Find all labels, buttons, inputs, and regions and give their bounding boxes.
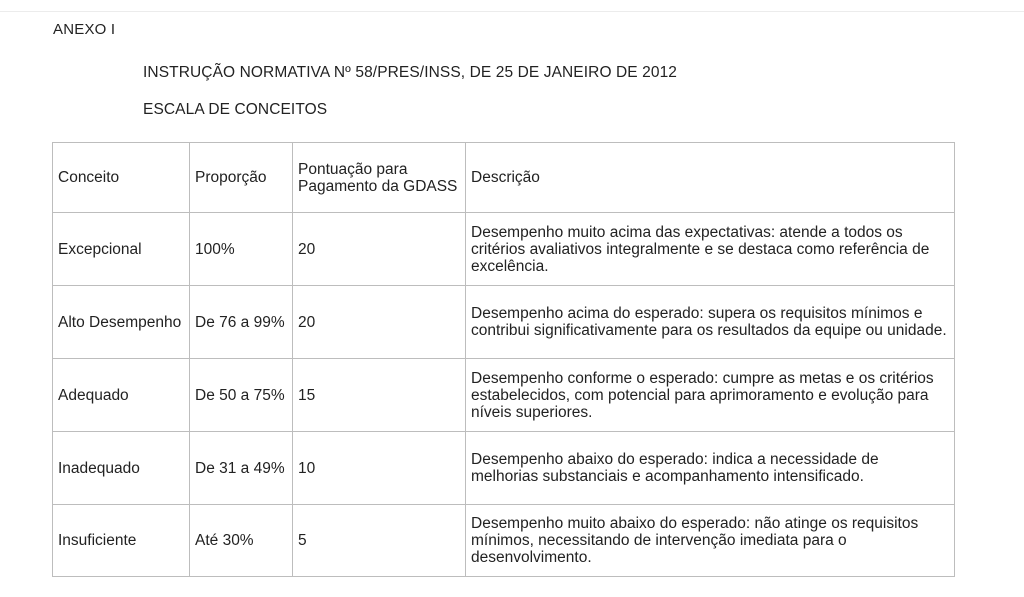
top-divider	[0, 11, 1024, 12]
table-row	[53, 286, 955, 359]
cell-descricao: Desempenho muito abaixo do esperado: não atinge os requisitos mínimos, necessitando de intervenção imediata para o desenvolvimento.	[466, 505, 955, 577]
cell-conceito: Inadequado	[53, 432, 190, 505]
table-row	[53, 359, 955, 432]
cell-proporcao: De 31 a 49%	[190, 432, 293, 505]
cell-proporcao: De 76 a 99%	[190, 286, 293, 359]
cell-pontuacao: 20	[293, 213, 466, 286]
table-header-row	[53, 143, 955, 213]
scale-title: ESCALA DE CONCEITOS	[143, 101, 328, 118]
table-row	[53, 432, 955, 505]
concept-scale-table	[52, 142, 955, 577]
cell-pontuacao: 10	[293, 432, 466, 505]
cell-conceito: Excepcional	[53, 213, 190, 286]
cell-pontuacao: 5	[293, 505, 466, 577]
cell-descricao: Desempenho conforme o esperado: cumpre as metas e os critérios estabelecidos, com potencial para aprimoramento e evolução para níveis superiores.	[466, 359, 955, 432]
cell-proporcao: Até 30%	[190, 505, 293, 577]
cell-proporcao: 100%	[190, 213, 293, 286]
cell-pontuacao: 15	[293, 359, 466, 432]
header-proporcao: Proporção	[190, 143, 293, 213]
cell-pontuacao: 20	[293, 286, 466, 359]
header-descricao: Descrição	[466, 143, 955, 213]
table-row	[53, 505, 955, 577]
cell-conceito: Insuficiente	[53, 505, 190, 577]
instruction-title: INSTRUÇÃO NORMATIVA Nº 58/PRES/INSS, DE 25 DE JANEIRO DE 2012	[143, 64, 678, 81]
cell-descricao: Desempenho acima do esperado: supera os requisitos mínimos e contribui significativamente para os resultados da equipe ou unidade.	[466, 286, 955, 359]
header-conceito: Conceito	[53, 143, 190, 213]
table-row	[53, 213, 955, 286]
cell-proporcao: De 50 a 75%	[190, 359, 293, 432]
header-pontuacao: Pontuação para Pagamento da GDASS	[293, 143, 466, 213]
cell-conceito: Adequado	[53, 359, 190, 432]
annex-label: ANEXO I	[53, 21, 116, 38]
cell-descricao: Desempenho muito acima das expectativas: atende a todos os critérios avaliativos integralmente e se destaca como referência de excelência.	[466, 213, 955, 286]
cell-conceito: Alto Desempenho	[53, 286, 190, 359]
cell-descricao: Desempenho abaixo do esperado: indica a necessidade de melhorias substanciais e acompanhamento intensificado.	[466, 432, 955, 505]
